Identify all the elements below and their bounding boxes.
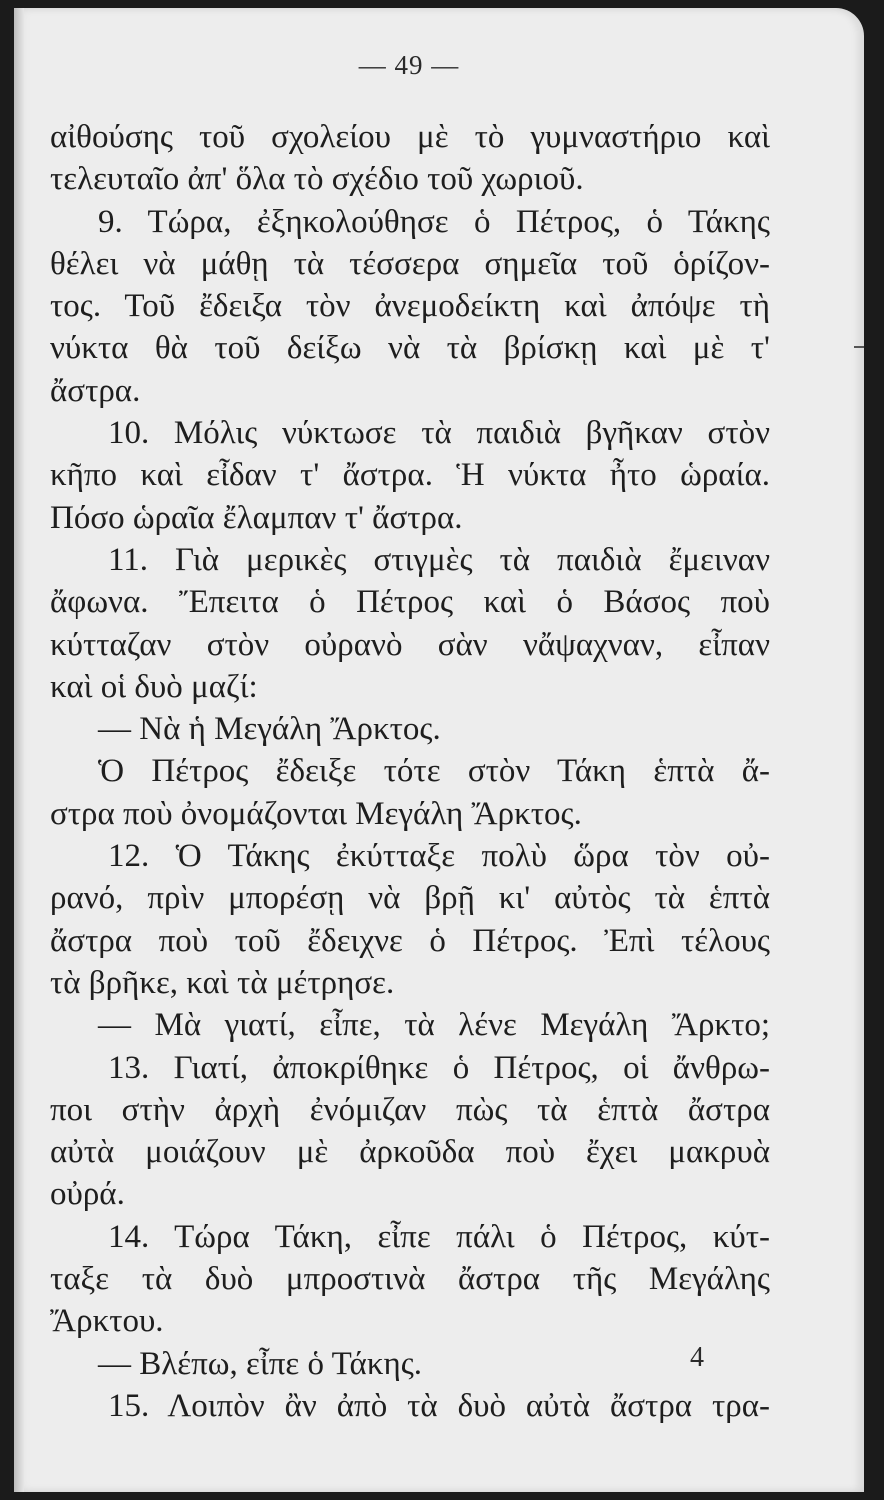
- edge-mark: [854, 346, 864, 348]
- text-line: θέλει νὰ μάθῃ τὰ τέσσερα σημεῖα τοῦ ὁρίζον-: [50, 245, 770, 282]
- text-line: 13. Γιατί, ἀποκρίθηκε ὁ Πέτρος, οἱ ἄνθρω-: [108, 1049, 770, 1086]
- text-line: τὰ βρῆκε, καὶ τὰ μέτρησε.: [50, 964, 395, 1001]
- text-line: ταξε τὰ δυὸ μπροστινὰ ἄστρα τῆς Μεγάλης: [50, 1261, 770, 1298]
- text-line: 15. Λοιπὸν ἂν ἀπὸ τὰ δυὸ αὐτὰ ἄστρα τρα-: [108, 1387, 770, 1424]
- text-line: κύτταζαν στὸν οὐρανὸ σὰν νἄψαχναν, εἶπαν: [50, 626, 770, 663]
- text-line: ἄφωνα. Ἔπειτα ὁ Πέτρος καὶ ὁ Βάσος ποὺ: [50, 584, 770, 621]
- text-line: αἰθούσης τοῦ σχολείου μὲ τὸ γυμναστήριο καὶ: [50, 119, 770, 155]
- binding-edge: [14, 8, 24, 1492]
- text-line: 11. Γιὰ μερικὲς στιγμὲς τὰ παιδιὰ ἔμειναν: [108, 541, 770, 578]
- text-line: ποι στὴν ἀρχὴ ἐνόμιζαν πὼς τὰ ἑπτὰ ἄστρα: [50, 1091, 770, 1128]
- text-line: Πόσο ὡραῖα ἔλαμπαν τ' ἄστρα.: [50, 499, 463, 536]
- text-line: 12. Ὁ Τάκης ἐκύτταξε πολὺ ὥρα τὸν οὐ-: [108, 838, 770, 875]
- book-page: [14, 8, 864, 1492]
- body-text: [50, 116, 770, 1427]
- text-line: — Μὰ γιατί, εἶπε, τὰ λένε Μεγάλη Ἄρκτο;: [98, 1007, 770, 1044]
- text-line: ἄστρα ποὺ τοῦ ἔδειχνε ὁ Πέτρος. Ἐπὶ τέλους: [50, 922, 770, 959]
- text-line: ἄστρα.: [50, 372, 141, 409]
- printer-signature-mark: 4: [690, 1342, 704, 1373]
- text-line: Ἄρκτου.: [50, 1303, 164, 1340]
- text-line: κῆπο καὶ εἶδαν τ' ἄστρα. Ἡ νύκτα ἦτο ὡραία.: [50, 457, 770, 494]
- text-line: τελευταῖο ἀπ' ὅλα τὸ σχέδιο τοῦ χωριοῦ.: [50, 161, 584, 198]
- text-line: Ὁ Πέτρος ἔδειξε τότε στὸν Τάκη ἑπτὰ ἄ-: [98, 753, 770, 790]
- text-line: ρανό, πρὶν μπορέσῃ νὰ βρῇ κι' αὐτὸς τὰ ἑπτὰ: [50, 880, 770, 917]
- text-line: 10. Μόλις νύκτωσε τὰ παιδιὰ βγῆκαν στὸν: [108, 415, 770, 452]
- text-line: οὐρά.: [50, 1176, 125, 1213]
- text-line: — Νὰ ἡ Μεγάλη Ἄρκτος.: [98, 711, 441, 748]
- text-line: αὐτὰ μοιάζουν μὲ ἀρκοῦδα ποὺ ἔχει μακρυὰ: [50, 1134, 770, 1171]
- text-line: νύκτα θὰ τοῦ δείξω νὰ τὰ βρίσκῃ καὶ μὲ τ': [50, 330, 770, 367]
- text-line: 9. Τώρα, ἐξηκολούθησε ὁ Πέτρος, ὁ Τάκης: [98, 203, 770, 240]
- text-line: καὶ οἱ δυὸ μαζί:: [50, 668, 258, 705]
- page-number: — 49 —: [358, 50, 460, 80]
- text-line: — Βλέπω, εἶπε ὁ Τάκης.: [98, 1345, 423, 1382]
- text-line: τος. Τοῦ ἔδειξα τὸν ἀνεμοδείκτη καὶ ἀπόψε τὴ: [50, 288, 770, 325]
- text-line: στρα ποὺ ὀνομάζονται Μεγάλη Ἄρκτος.: [50, 795, 582, 832]
- text-line: 14. Τώρα Τάκη, εἶπε πάλι ὁ Πέτρος, κύτ-: [108, 1218, 770, 1255]
